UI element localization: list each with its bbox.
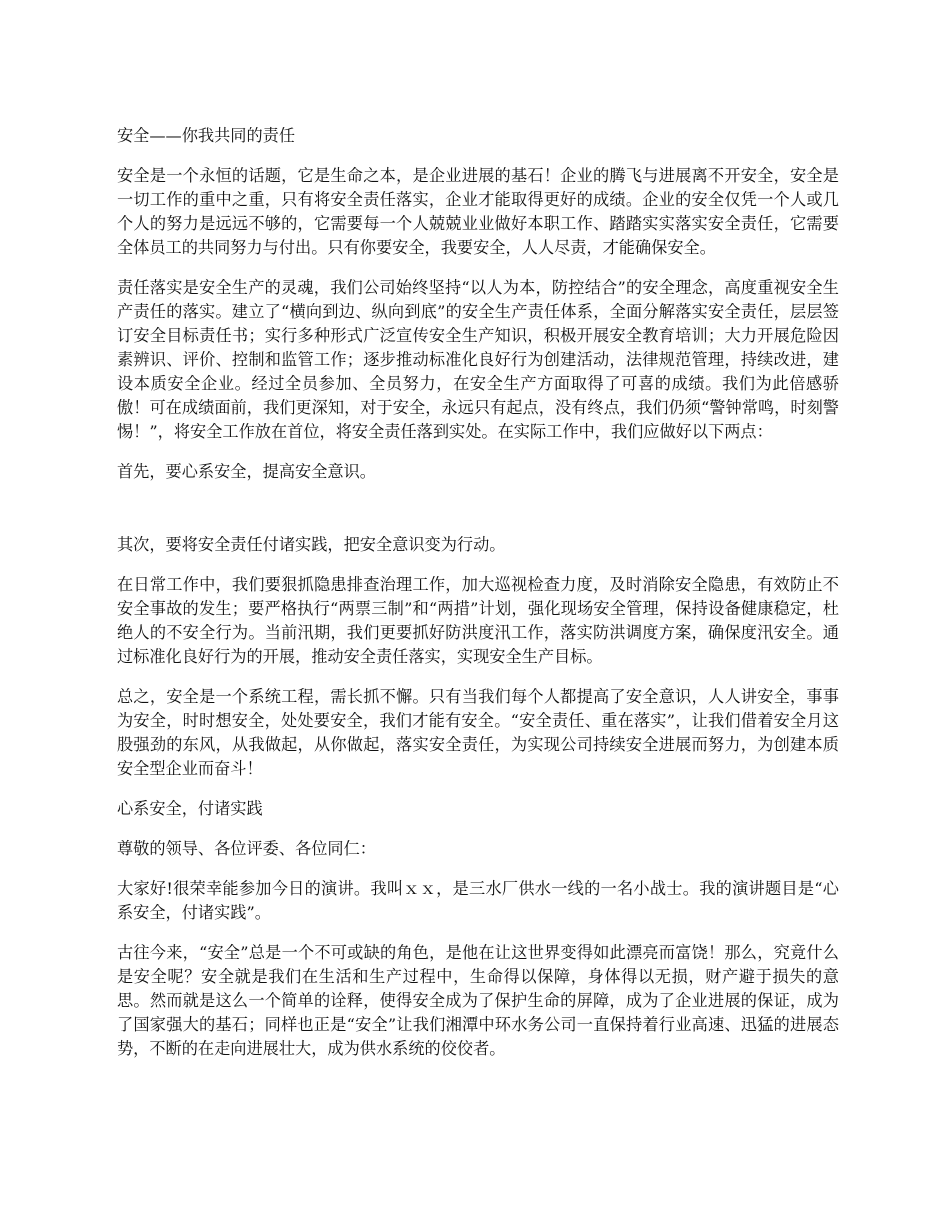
- paragraph: 首先，要心系安全，提高安全意识。: [117, 462, 376, 481]
- salutation: 尊敬的领导、各位评委、各位同仁：: [117, 839, 376, 858]
- speech-title: 心系安全，付诸实践: [117, 799, 263, 818]
- paragraph: 安全是一个永恒的话题，它是生命之本，是企业进展的基石！企业的腾飞与进展离不开安全，安全是一切工作的重中之重，只有将安全责任落实，企业才能取得更好的成绩。企业的安全仅凭一个人或几个人的努力是远远不够的，它需要每一个人兢兢业业做好本职工作、踏踏实实落实安全责任，它需要全体员工的共同努力与付出。只有你要安全，我要安全，人人尽责，才能确保安全。: [117, 166, 839, 257]
- document-title: 安全——你我共同的责任: [117, 126, 296, 145]
- document-page: [117, 124, 839, 1077]
- paragraph: 在日常工作中，我们要狠抓隐患排查治理工作，加大巡视检查力度，及时消除安全隐患，有效防止不安全事故的发生；要严格执行“两票三制”和“两措”计划，强化现场安全管理，保持设备健康稳定，杜绝人的不安全行为。当前汛期，我们更要抓好防洪度汛工作，落实防洪调度方案，确保度汛安全。通过标准化良好行为的开展，推动安全责任落实，实现安全生产目标。: [117, 575, 839, 666]
- paragraph: 责任落实是安全生产的灵魂，我们公司始终坚持“以人为本，防控结合”的安全理念，高度重视安全生产责任的落实。建立了“横向到边、纵向到底”的安全生产责任体系，全面分解落实安全责任，层层签订安全目标责任书；实行多种形式广泛宣传安全生产知识，积极开展安全教育培训；大力开展危险因素辨识、评价、控制和监管工作；逐步推动标准化良好行为创建活动，法律规范管理，持续改进，建设本质安全企业。经过全员参加、全员努力，在安全生产方面取得了可喜的成绩。我们为此倍感骄傲！可在成绩面前，我们更深知，对于安全，永远只有起点，没有终点，我们仍须“警钟常鸣，时刻警惕！”，将安全工作放在首位，将安全责任落到实处。在实际工作中，我们应做好以下两点：: [117, 278, 839, 441]
- blank-space: [117, 500, 839, 533]
- paragraph: 大家好!很荣幸能参加今日的演讲。我叫ｘｘ，是三水厂供水一线的一名小战士。我的演讲题目是“心系安全，付诸实践”。: [117, 879, 839, 922]
- paragraph: 古往今来，“安全”总是一个不可或缺的角色，是他在让这世界变得如此漂亮而富饶！那么，究竟什么是安全呢？安全就是我们在生活和生产过程中，生命得以保障，身体得以无损，财产避于损失的意思。然而就是这么一个简单的诠释，使得安全成为了保护生命的屏障，成为了企业进展的保证，成为了国家强大的基石；同样也正是“安全”让我们湘潭中环水务公司一直保持着行业高速、迅猛的进展态势，不断的在走向进展壮大，成为供水系统的佼佼者。: [117, 943, 839, 1058]
- paragraph: 总之，安全是一个系统工程，需长抓不懈。只有当我们每个人都提高了安全意识，人人讲安全，事事为安全，时时想安全，处处要安全，我们才能有安全。“安全责任、重在落实”，让我们借着安全月这股强劲的东风，从我做起，从你做起，落实安全责任，为实现公司持续安全进展而努力，为创建本质安全型企业而奋斗！: [117, 687, 839, 778]
- paragraph: 其次，要将安全责任付诸实践，把安全意识变为行动。: [117, 535, 506, 554]
